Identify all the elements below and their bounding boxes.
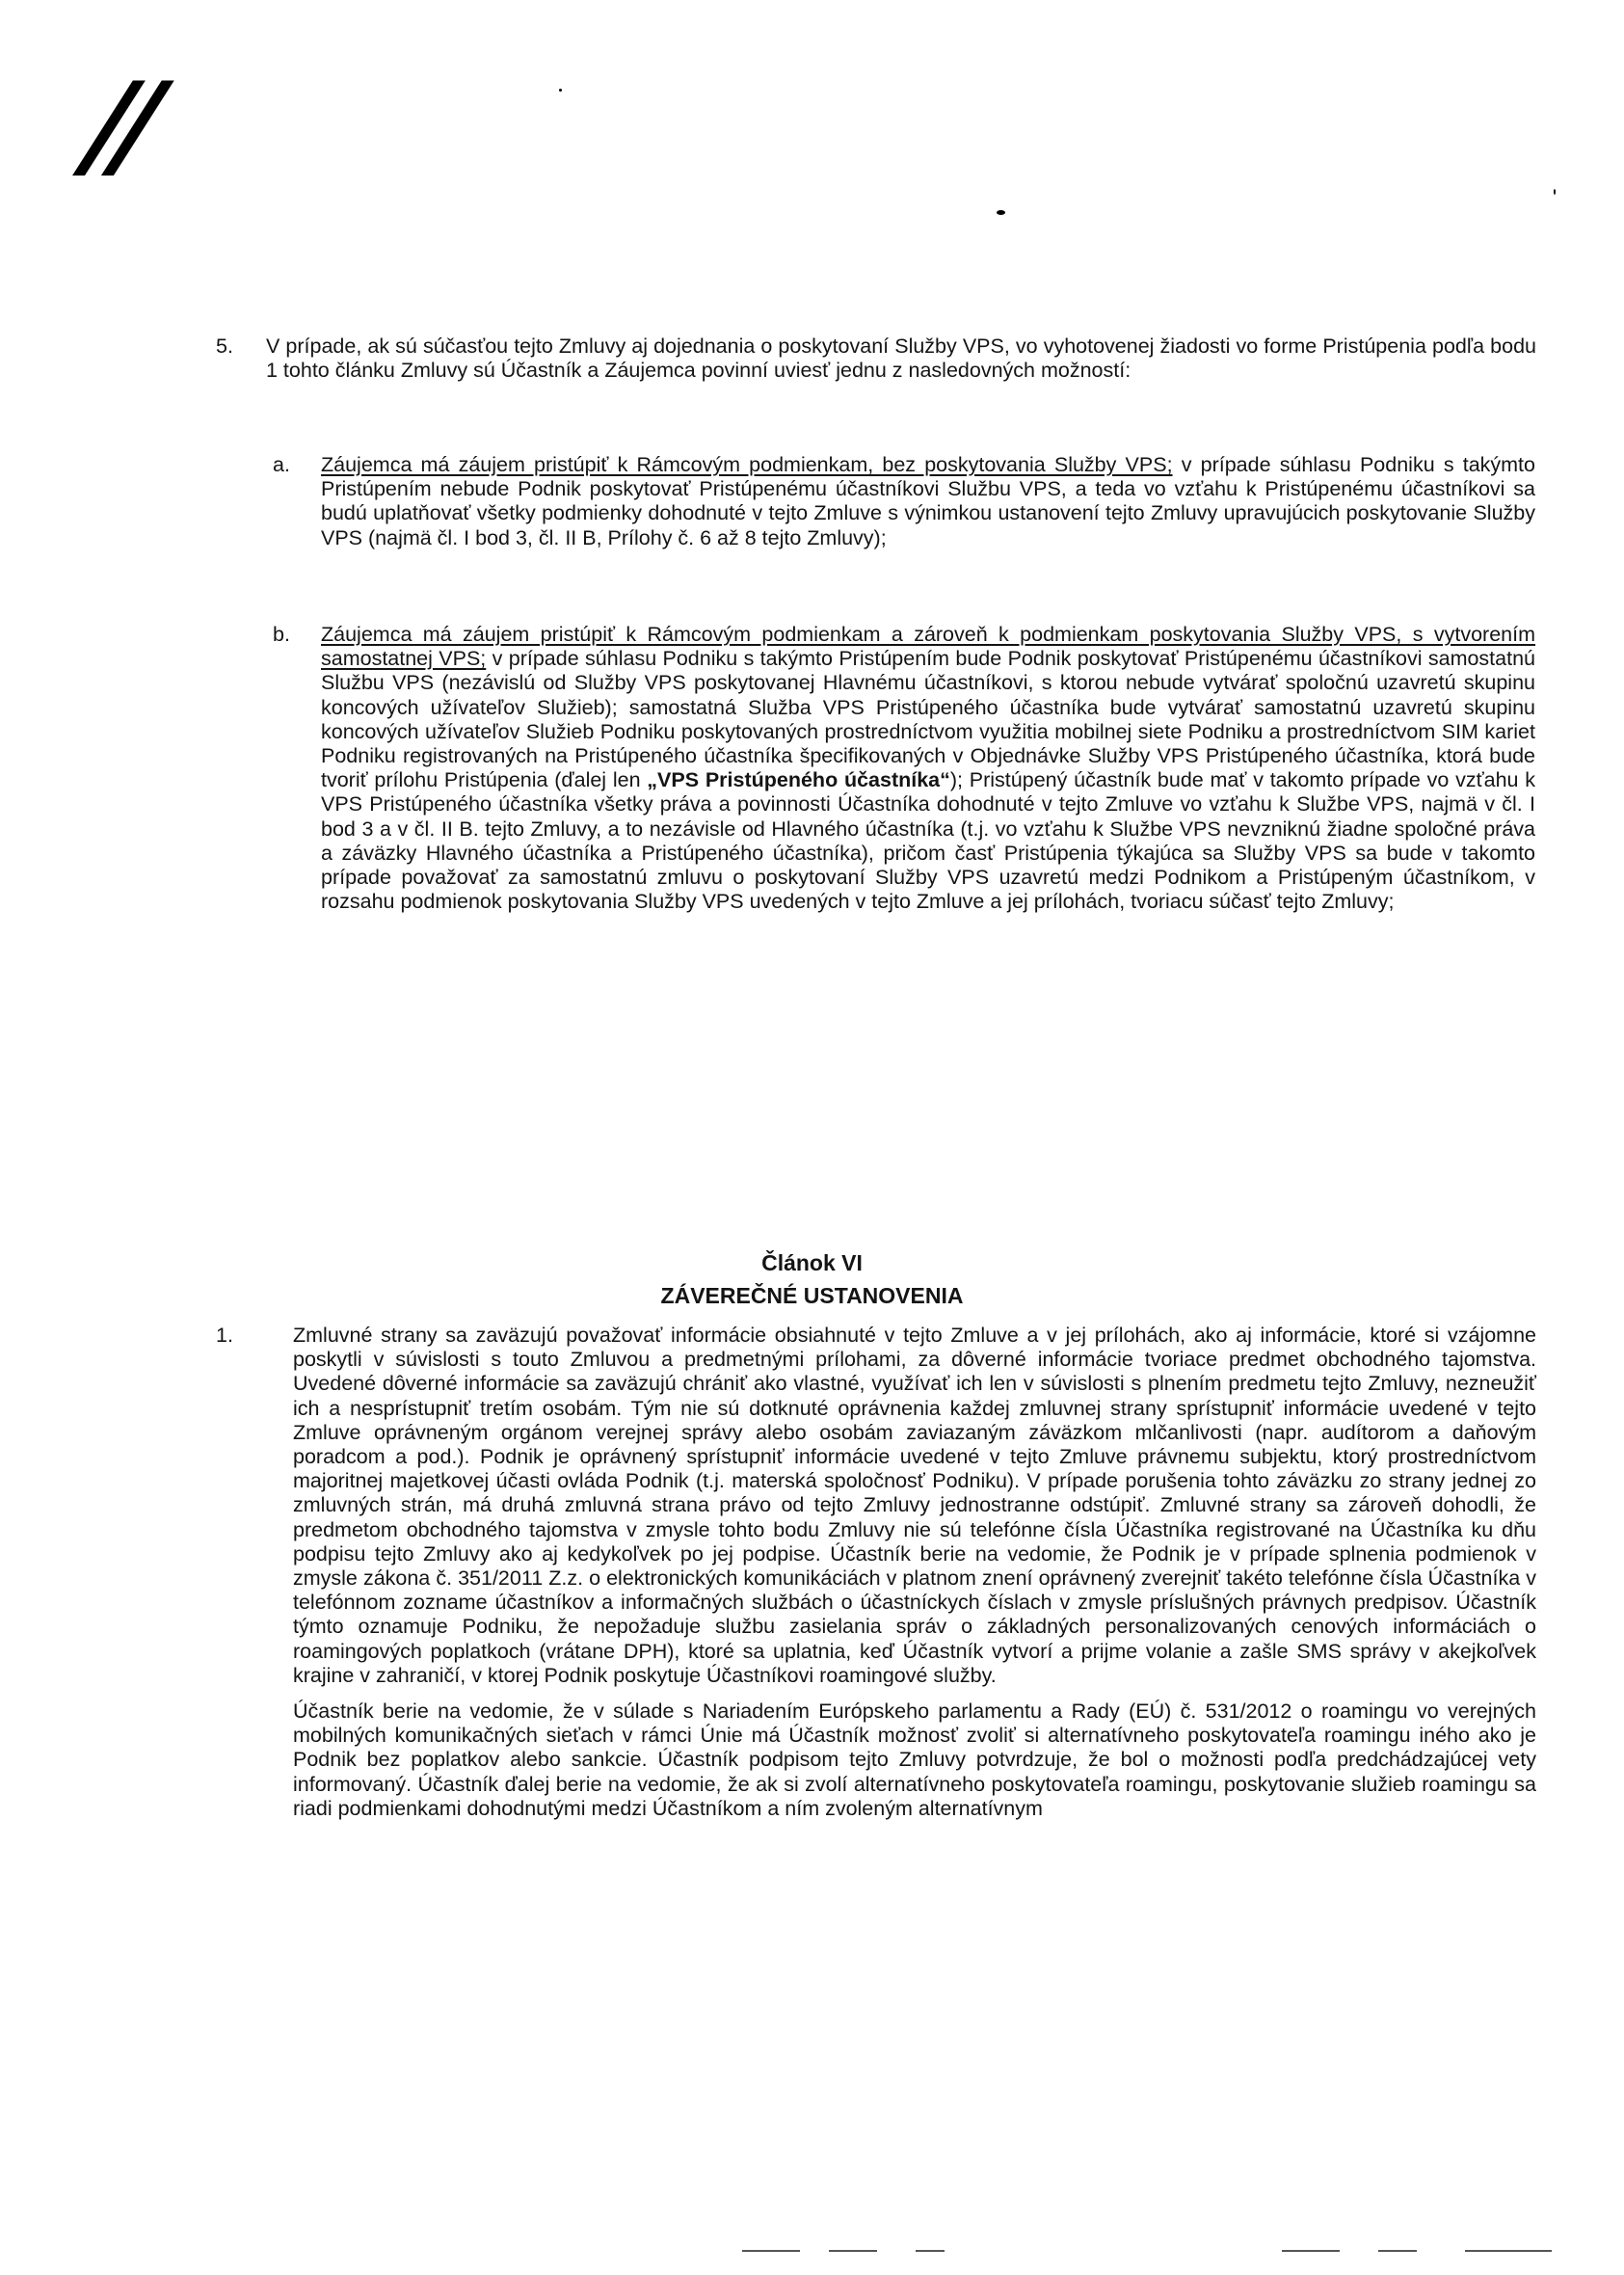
article-subtitle: ZÁVEREČNÉ USTANOVENIA xyxy=(660,1283,964,1308)
article-title: Článok VI xyxy=(761,1250,863,1275)
roaming-paragraph: Účastník berie na vedomie, že v súlade s Nariadením Európskeho parlamentu a Rady (EÚ) č. 531/2012 o roamingu vo verejných mobilných komunikačných sieťach v rámci Únie má Účastník možnosť zvoliť si alternatívneho poskytovateľa roamingu iného ako je Podnik bez poplatkov alebo sankcie. Účastník podpisom tejto Zmluvy potvrdzuje, že bol o možnosti podľa predchádzajúcej vety informovaný. Účastník ďalej berie na vedomie, že ak si zvolí alternatívneho poskytovateľa roamingu, poskytovanie služieb roamingu sa riadi podmienkami dohodnutými medzi Účastníkom a ním zvoleným alternatívnym xyxy=(293,1700,1536,1820)
section-5 xyxy=(216,335,1536,383)
defined-term: „VPS Pristúpeného účastníka“ xyxy=(647,768,950,792)
article-6-point-1 xyxy=(216,1324,1536,1821)
option-b-text xyxy=(321,623,1535,914)
footer-lines xyxy=(742,2250,1590,2252)
option-a-heading: Záujemca má záujem pristúpiť k Rámcovým podmienkam, bez poskytovania Služby VPS; xyxy=(321,453,1173,476)
option-a xyxy=(273,453,1535,550)
option-label: b. xyxy=(273,623,290,646)
option-b xyxy=(273,623,1536,914)
handwritten-mark: // xyxy=(67,57,169,193)
confidentiality-paragraph: Zmluvné strany sa zaväzujú považovať informácie obsiahnuté v tejto Zmluve a v jej prílohách, ako aj informácie, ktoré si vzájomne poskytli v súvislosti s touto Zmluvou a predmetnými prílohami, za dôverné informácie tvoriace predmet obchodného tajomstva. Uvedené dôverné informácie sa zaväzujú chrániť ako vlastné, využívať ich len v súvislosti s plnením predmetu tejto Zmluvy, nezneužiť ich a nesprístupniť tretím osobám. Tým nie sú dotknuté oprávnenia každej zmluvnej strany sprístupniť informácie uvedené v tejto Zmluve oprávneným orgánom verejnej správy alebo osobám zaviazaným záväzkom mlčanlivosti (napr. audítorom a daňovým poradcom a pod.). Podnik je oprávnený sprístupniť informácie uvedené v tejto Zmluve právnemu subjektu, ktorý prostredníctvom majoritnej majetkovej účasti ovláda Podnik (t.j. materská spoločnosť Podniku). V prípade porušenia tohto záväzku zo strany jednej zo zmluvných strán, má druhá zmluvná strana právo od tejto Zmluvy jednostranne odstúpiť. Zmluvné strany sa zároveň dohodli, že predmetom obchodného tajomstva v zmysle tohto bodu Zmluvy nie sú telefónne čísla Účastníka registrované na Účastníka ku dňu podpisu tejto Zmluvy ako aj kedykoľvek po jej podpise. Účastník berie na vedomie, že Podnik je v prípade splnenia podmienok v zmysle zákona č. 351/2011 Z.z. o elektronických komunikáciách v platnom znení oprávnený zverejniť takéto telefónne čísla Účastníka v telefónnom zozname účastníkov a informačných službách o účastníckych číslach v zmysle príslušných právnych predpisov. Účastník týmto oznamuje Podniku, že nepožaduje službu zasielania správ o základných personalizovaných cenových informáciách o roamingových poplatkoch (vrátane DPH), ktoré sa uplatnia, keď Účastník vytvorí a prijme volanie a zašle SMS správy v akejkoľvek krajine v zahraničí, v ktorej Podnik poskytuje Účastníkovi roamingové služby. xyxy=(293,1324,1536,1687)
option-b-heading: Záujemca má záujem pristúpiť k Rámcovým podmienkam a zároveň k podmienkam poskytovania Služby VPS, s vytvorením samostatnej VPS; xyxy=(321,623,1535,671)
option-a-body: v prípade súhlasu Podniku s takýmto Pristúpením nebude Podnik poskytovať Pristúpenému účastníkovi Službu VPS, a teda vo vzťahu k Pristúpenému účastníkovi sa budú uplatňovať všetky podmienky dohodnuté v tejto Zmluve s výnimkou ustanovení tejto Zmluvy upravujúcich poskytovanie Služby VPS (najmä čl. I bod 3, čl. II B, Prílohy č. 6 až 8 tejto Zmluvy); xyxy=(321,453,1535,549)
section-number: 5. xyxy=(216,335,233,358)
option-label: a. xyxy=(273,453,290,476)
section-5-intro: V prípade, ak sú súčasťou tejto Zmluvy aj dojednania o poskytovaní Služby VPS, vo vyhotovenej žiadosti vo forme Pristúpenia podľa bodu 1 tohto článku Zmluvy sú Účastník a Záujemca povinní uviesť jednu z nasledovných možností: xyxy=(266,335,1536,383)
option-a-text xyxy=(321,453,1535,550)
option-b-body-cont: ); Pristúpený účastník bude mať v takomto prípade vo vzťahu k VPS Pristúpeného účastníka všetky práva a povinnosti Účastníka dohodnuté v tejto Zmluve vo vzťahu k Službe VPS, najmä v čl. I bod 3 a v čl. II B. tejto Zmluvy, a to nezávisle od Hlavného účastníka (t.j. vo vzťahu k Službe VPS nevzniknú žiadne spoločné práva a záväzky Hlavného účastníka a Pristúpeného účastníka), pričom časť Pristúpenia týkajúca sa Služby VPS sa bude v takomto prípade považovať za samostatnú zmluvu o poskytovaní Služby VPS uzavretú medzi Podnikom a Pristúpeným účastníkom, v rozsahu podmienok poskytovania Služby VPS uvedených v tejto Zmluve a jej prílohách, tvoriacu súčasť tejto Zmluvy; xyxy=(321,768,1536,914)
section-number: 1. xyxy=(216,1324,233,1347)
option-b-body: v prípade súhlasu Podniku s takýmto Pristúpením bude Podnik poskytovať Pristúpenému účastníkovi samostatnú Službu VPS (nezávislú od Služby VPS poskytovanej Hlavnému účastníkovi, s ktorou nebude vytvárať spoločnú uzavretú skupinu koncových užívateľov Služieb); samostatná Služba VPS Pristúpeného účastníka bude vytvárať samostatnú uzavretú skupinu koncových užívateľov Služieb Podniku poskytovaných prostredníctvom využitia mobilnej siete Podniku a prostredníctvom SIM kariet Podniku registrovaných na Pristúpeného účastníka špecifikovaných v Objednávke Služby VPS Pristúpeného účastníka, ktorá bude tvoriť prílohu Pristúpenia (ďalej len xyxy=(321,647,1535,792)
